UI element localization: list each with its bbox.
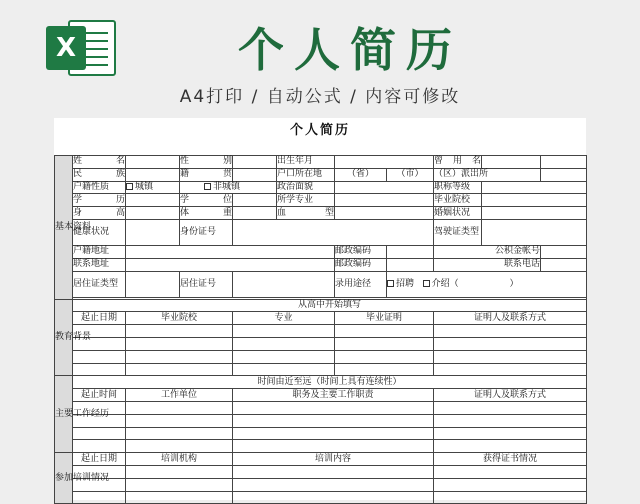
banner — [0, 0, 640, 118]
cell-input[interactable] — [335, 207, 434, 220]
cell-input[interactable] — [233, 401, 434, 414]
cell-input[interactable] — [482, 219, 587, 245]
edu-header-cert: 毕业证明 — [335, 312, 434, 325]
option-urban[interactable] — [126, 181, 180, 194]
edu-header-date: 起止日期 — [73, 312, 126, 325]
cell-input[interactable] — [126, 337, 233, 350]
table-row — [55, 194, 587, 207]
option-referral-label: 介绍（ — [431, 278, 459, 289]
train-header-content: 培训内容 — [233, 453, 434, 466]
cell-input[interactable] — [482, 181, 587, 194]
cell-input[interactable] — [541, 156, 587, 169]
option-referral-close: ） — [509, 278, 519, 289]
checkbox-recruit[interactable] — [387, 280, 394, 287]
cell-input[interactable] — [434, 325, 587, 338]
cell-input[interactable] — [434, 414, 587, 427]
checkbox-nonurban[interactable] — [204, 183, 211, 190]
cell-input[interactable] — [126, 491, 233, 504]
cell-input[interactable] — [434, 465, 587, 478]
cell-input[interactable] — [387, 245, 434, 258]
cell-input[interactable] — [335, 156, 434, 169]
cell-input[interactable] — [335, 337, 434, 350]
cell-input[interactable] — [126, 363, 233, 376]
label-dist: （区）派出所 — [434, 168, 541, 181]
section-work: 主要工作经历 — [55, 376, 73, 453]
table-row — [55, 312, 587, 325]
cell-input[interactable] — [233, 168, 277, 181]
label-city: （市） — [387, 168, 434, 181]
label-native: 籍贯 — [180, 169, 232, 180]
label-postcode2: 邮政编码 — [335, 258, 387, 271]
cell-input[interactable] — [387, 258, 434, 271]
cell-input[interactable] — [233, 350, 335, 363]
cell-input[interactable] — [335, 181, 434, 194]
option-urban-label: 城镇 — [135, 181, 154, 192]
cell-input[interactable] — [126, 401, 233, 414]
cell-input[interactable] — [126, 414, 233, 427]
table-row — [55, 376, 587, 389]
table-row — [55, 245, 587, 258]
cell-input[interactable] — [482, 194, 587, 207]
section-basic: 基本资料 — [55, 156, 73, 300]
cell-input[interactable] — [434, 363, 587, 376]
cell-input[interactable] — [434, 337, 587, 350]
label-edu: 学历 — [73, 194, 125, 205]
cell-input[interactable] — [434, 491, 587, 504]
label-license-type: 驾驶证类型 — [434, 219, 482, 245]
banner-subtitle: A4打印 / 自动公式 / 内容可修改 — [179, 87, 461, 107]
cell-input[interactable] — [233, 337, 335, 350]
cell-input[interactable] — [233, 207, 277, 220]
edu-header-ref: 证明人及联系方式 — [434, 312, 587, 325]
table-row — [55, 453, 587, 466]
cell-input[interactable] — [126, 168, 180, 181]
cell-input[interactable] — [233, 414, 434, 427]
label-contact-phone: 联系电话 — [434, 258, 541, 271]
cell-input[interactable] — [126, 465, 233, 478]
table-row — [55, 258, 587, 271]
cell-input[interactable] — [482, 156, 541, 169]
cell-input[interactable] — [126, 350, 233, 363]
train-header-cert: 获得证书情况 — [434, 453, 587, 466]
cell-input[interactable] — [434, 427, 587, 440]
option-nonurban-label: 非城镇 — [213, 181, 241, 192]
table-row — [55, 325, 587, 338]
table-row — [55, 401, 587, 414]
cell-input[interactable] — [233, 271, 335, 297]
work-note: 时间由近至远（时间上具有连续性） — [73, 376, 587, 389]
cell-input[interactable] — [541, 168, 587, 181]
cell-input[interactable] — [335, 325, 434, 338]
table-row — [55, 414, 587, 427]
cell-input[interactable] — [126, 478, 233, 491]
label-blood: 血型 — [277, 207, 334, 218]
table-row — [55, 168, 587, 181]
table-row — [55, 181, 587, 194]
resume-table — [54, 155, 587, 504]
cell-input[interactable] — [73, 440, 126, 453]
cell-input[interactable] — [126, 194, 180, 207]
table-row — [55, 491, 587, 504]
cell-input[interactable] — [335, 350, 434, 363]
cell-input[interactable] — [126, 156, 180, 169]
banner-title: 个人简历 — [238, 23, 462, 77]
table-row — [55, 465, 587, 478]
table-row — [55, 389, 587, 402]
table-row — [55, 271, 587, 297]
label-postcode1: 邮政编码 — [335, 245, 387, 258]
label-recruit: 录用途径 — [335, 271, 387, 297]
cell-input[interactable] — [482, 207, 587, 220]
option-recruit-label: 招聘 — [396, 278, 415, 289]
label-school: 毕业院校 — [434, 194, 482, 207]
cell-input[interactable] — [73, 350, 126, 363]
cell-input[interactable] — [126, 207, 180, 220]
work-header-ref: 证明人及联系方式 — [434, 389, 587, 402]
table-row — [55, 219, 587, 245]
label-contact-addr: 联系地址 — [73, 258, 126, 271]
cell-input[interactable] — [126, 427, 233, 440]
table-row — [55, 427, 587, 440]
cell-input[interactable] — [126, 271, 180, 297]
edu-header-school: 毕业院校 — [126, 312, 233, 325]
work-header-date: 起止时间 — [73, 389, 126, 402]
cell-input[interactable] — [233, 156, 277, 169]
checkbox-referral[interactable] — [423, 280, 430, 287]
cell-input[interactable] — [233, 478, 434, 491]
cell-input[interactable] — [126, 245, 335, 258]
train-header-date: 起止日期 — [73, 453, 126, 466]
section-edu: 教育背景 — [55, 299, 73, 376]
cell-input[interactable] — [126, 440, 233, 453]
cell-input[interactable] — [233, 325, 335, 338]
table-row — [55, 440, 587, 453]
cell-input[interactable] — [541, 245, 587, 258]
label-name: 姓名 — [73, 156, 125, 167]
label-id-no: 身份证号 — [180, 219, 233, 245]
section-train: 参加培训情况 — [55, 453, 73, 504]
cell-input[interactable] — [335, 363, 434, 376]
cell-input[interactable] — [434, 440, 587, 453]
cell-input[interactable] — [233, 465, 434, 478]
edu-note: 从高中开始填写 — [73, 299, 587, 312]
excel-letter: X — [46, 26, 86, 70]
cell-input[interactable] — [126, 325, 233, 338]
cell-input[interactable] — [126, 258, 335, 271]
cell-input[interactable] — [233, 440, 434, 453]
cell-input[interactable] — [233, 363, 335, 376]
label-residence-no: 居住证号 — [180, 271, 233, 297]
label-gender: 性别 — [180, 156, 232, 167]
table-row — [55, 207, 587, 220]
label-ethnicity: 民族 — [73, 169, 125, 180]
cell-input[interactable] — [434, 350, 587, 363]
cell-input[interactable] — [233, 427, 434, 440]
cell-input[interactable] — [541, 258, 587, 271]
table-row — [55, 478, 587, 491]
cell-input[interactable] — [73, 363, 126, 376]
label-hukou-type: 户籍性质 — [73, 181, 126, 194]
cell-input[interactable] — [73, 491, 126, 504]
cell-input[interactable] — [434, 401, 587, 414]
recruit-options — [387, 271, 587, 297]
work-header-company: 工作单位 — [126, 389, 233, 402]
cell-input[interactable] — [434, 478, 587, 491]
label-hukou-loc: 户口所在地 — [277, 168, 335, 181]
label-major: 所学专业 — [277, 194, 335, 207]
label-hukou-addr: 户籍地址 — [73, 245, 126, 258]
label-health: 健康状况 — [73, 219, 126, 245]
label-birth: 出生年月 — [277, 156, 335, 169]
label-height: 身高 — [73, 207, 125, 218]
label-former-name: 曾用名 — [434, 156, 481, 167]
cell-input[interactable] — [233, 491, 434, 504]
label-degree: 学位 — [180, 194, 232, 205]
cell-input[interactable] — [233, 219, 434, 245]
label-weight: 体重 — [180, 207, 232, 218]
label-title-level: 职称等级 — [434, 181, 482, 194]
label-residence-type: 居住证类型 — [73, 271, 126, 297]
table-row — [55, 350, 587, 363]
cell-input[interactable] — [126, 219, 180, 245]
work-header-duty: 职务及主要工作职责 — [233, 389, 434, 402]
train-header-org: 培训机构 — [126, 453, 233, 466]
checkbox-urban[interactable] — [126, 183, 133, 190]
label-political: 政治面貌 — [277, 181, 335, 194]
cell-input[interactable] — [73, 427, 126, 440]
table-row — [55, 156, 587, 169]
label-marital: 婚姻状况 — [434, 207, 482, 220]
option-nonurban[interactable] — [180, 181, 277, 194]
label-prov: （省） — [335, 168, 387, 181]
label-fund-acct: 公积金帐号 — [434, 245, 541, 258]
resume-sheet — [54, 118, 586, 500]
table-row — [55, 363, 587, 376]
table-row — [55, 337, 587, 350]
cell-input[interactable] — [233, 194, 277, 207]
edu-header-major: 专业 — [233, 312, 335, 325]
table-row — [55, 299, 587, 312]
cell-input[interactable] — [335, 194, 434, 207]
sheet-title: 个人简历 — [289, 123, 350, 138]
